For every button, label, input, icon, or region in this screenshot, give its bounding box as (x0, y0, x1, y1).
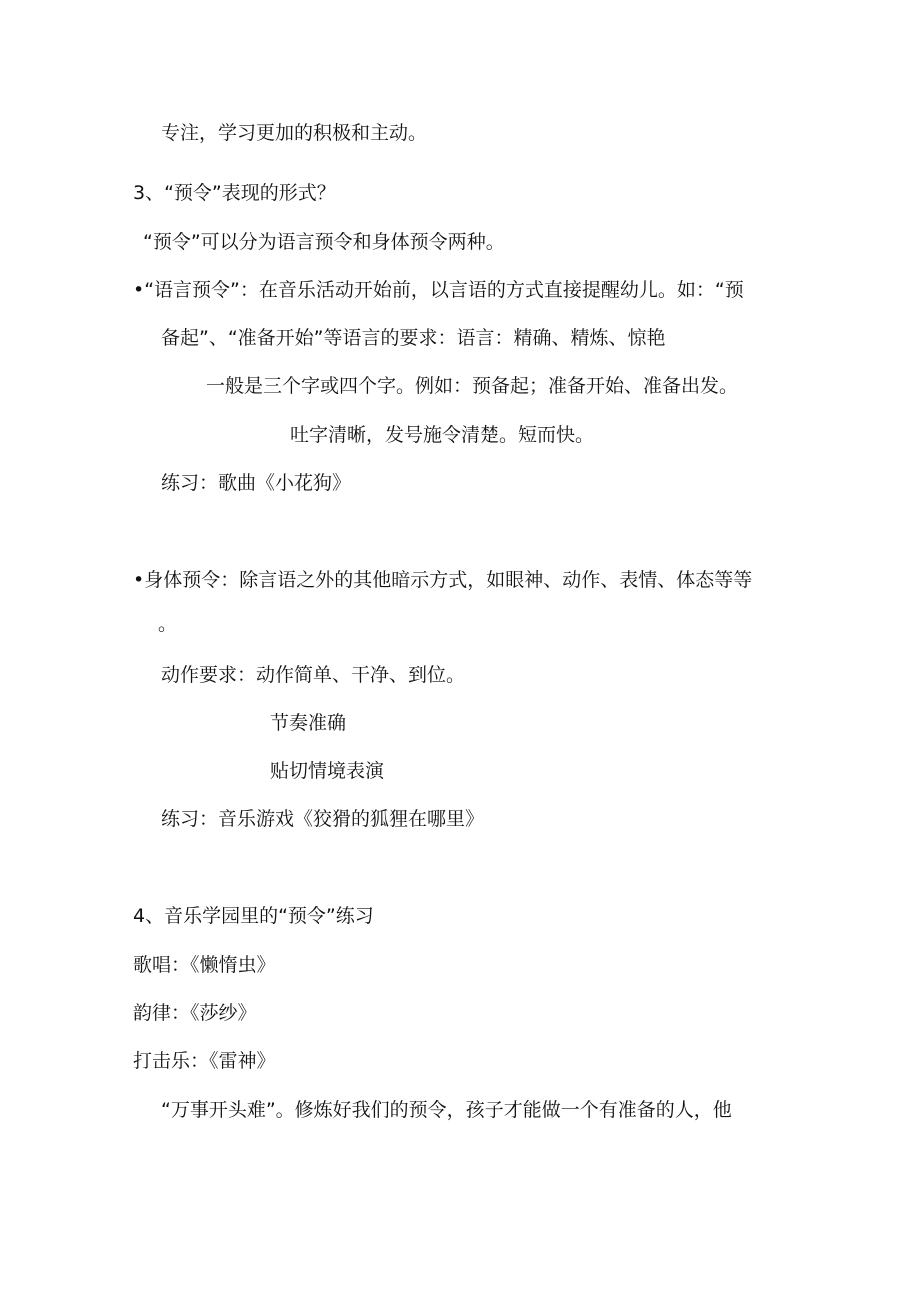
verbal-cue-line-1: •“语言预令”：在音乐活动开始前，以言语的方式直接提醒幼儿。如：“预 (133, 279, 744, 301)
closing-paragraph: “万事开头难”。修炼好我们的预令，孩子才能做一个有准备的人，他 (161, 1099, 732, 1121)
verbal-cue-practice: 练习：歌曲《小花狗》 (161, 472, 352, 494)
body-cue-line-2: 。 (158, 613, 178, 635)
movement-requirement-1: 动作要求：动作简单、干净、到位。 (161, 664, 466, 686)
body-cue-practice: 练习：音乐游戏《狡猾的狐狸在哪里》 (161, 808, 485, 830)
singing-practice: 歌唱：《懒惰虫》 (133, 954, 276, 976)
percussion-practice: 打击乐：《雷神》 (133, 1050, 276, 1072)
verbal-cue-line-2: 备起”、“准备开始”等语言的要求：语言：精确、精炼、惊艳 (161, 327, 666, 349)
verbal-cue-line-3: 一般是三个字或四个字。例如：预备起；准备开始、准备出发。 (206, 375, 739, 397)
section-3-intro: “预令”可以分为语言预令和身体预令两种。 (143, 231, 505, 253)
verbal-cue-line-4: 吐字清晰，发号施令清楚。短而快。 (290, 424, 595, 446)
rhythm-practice: 韵律：《莎纱》 (133, 1002, 257, 1024)
section-4-heading: 4、音乐学园里的“预令”练习 (133, 905, 374, 927)
continuation-text: 专注，学习更加的积极和主动。 (161, 122, 428, 144)
body-cue-line-1: •身体预令：除言语之外的其他暗示方式，如眼神、动作、表情、体态等等 (133, 569, 753, 591)
movement-requirement-2: 节奏准确 (270, 712, 347, 734)
section-3-heading: 3、“预令”表现的形式？ (133, 182, 336, 204)
movement-requirement-3: 贴切情境表演 (270, 760, 385, 782)
